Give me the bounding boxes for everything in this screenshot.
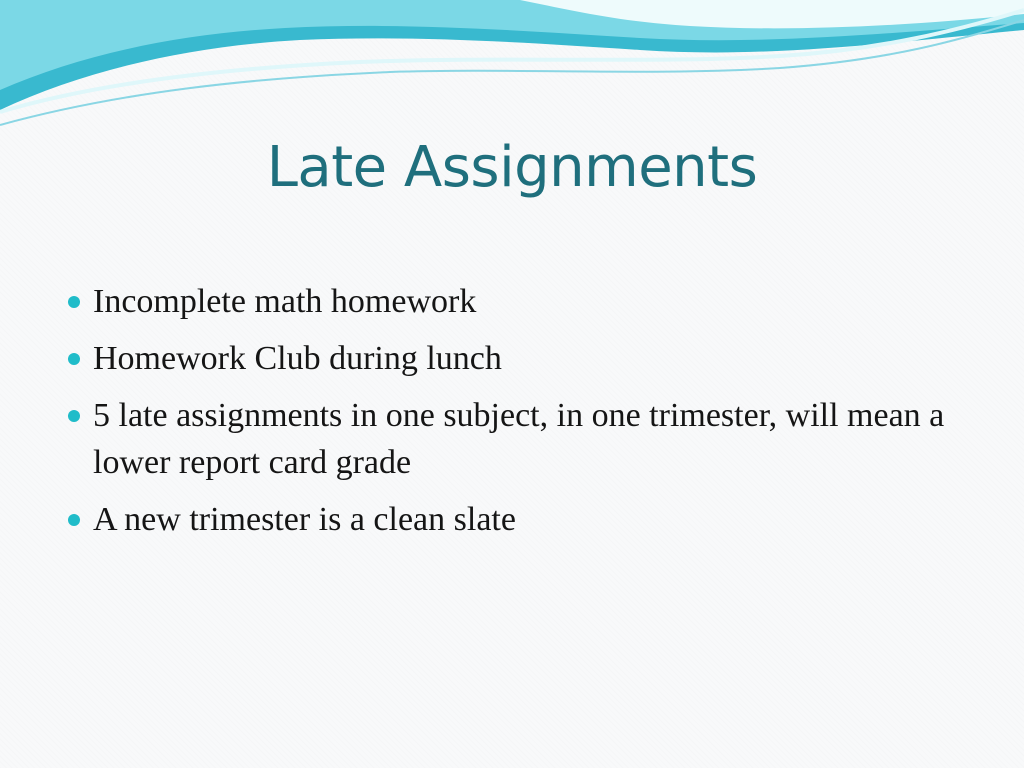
bullet-dot-icon: [68, 410, 80, 422]
bullet-dot-icon: [68, 296, 80, 308]
bullet-item: [64, 335, 974, 382]
bullet-item: [64, 392, 974, 486]
bullet-item: [64, 496, 974, 543]
bullet-list: [64, 278, 974, 553]
bullet-dot-icon: [68, 353, 80, 365]
bullet-dot-icon: [68, 514, 80, 526]
bullet-text: Incomplete math homework: [93, 283, 477, 320]
slide-title: Late Assignments: [266, 135, 758, 200]
bullet-item: [64, 278, 974, 325]
bullet-text: Homework Club during lunch: [93, 340, 502, 377]
decorative-wave: [0, 0, 1024, 130]
bullet-text: 5 late assignments in one subject, in one trimester, will mean a lower report card grade: [93, 397, 945, 481]
bullet-text: A new trimester is a clean slate: [93, 501, 516, 538]
